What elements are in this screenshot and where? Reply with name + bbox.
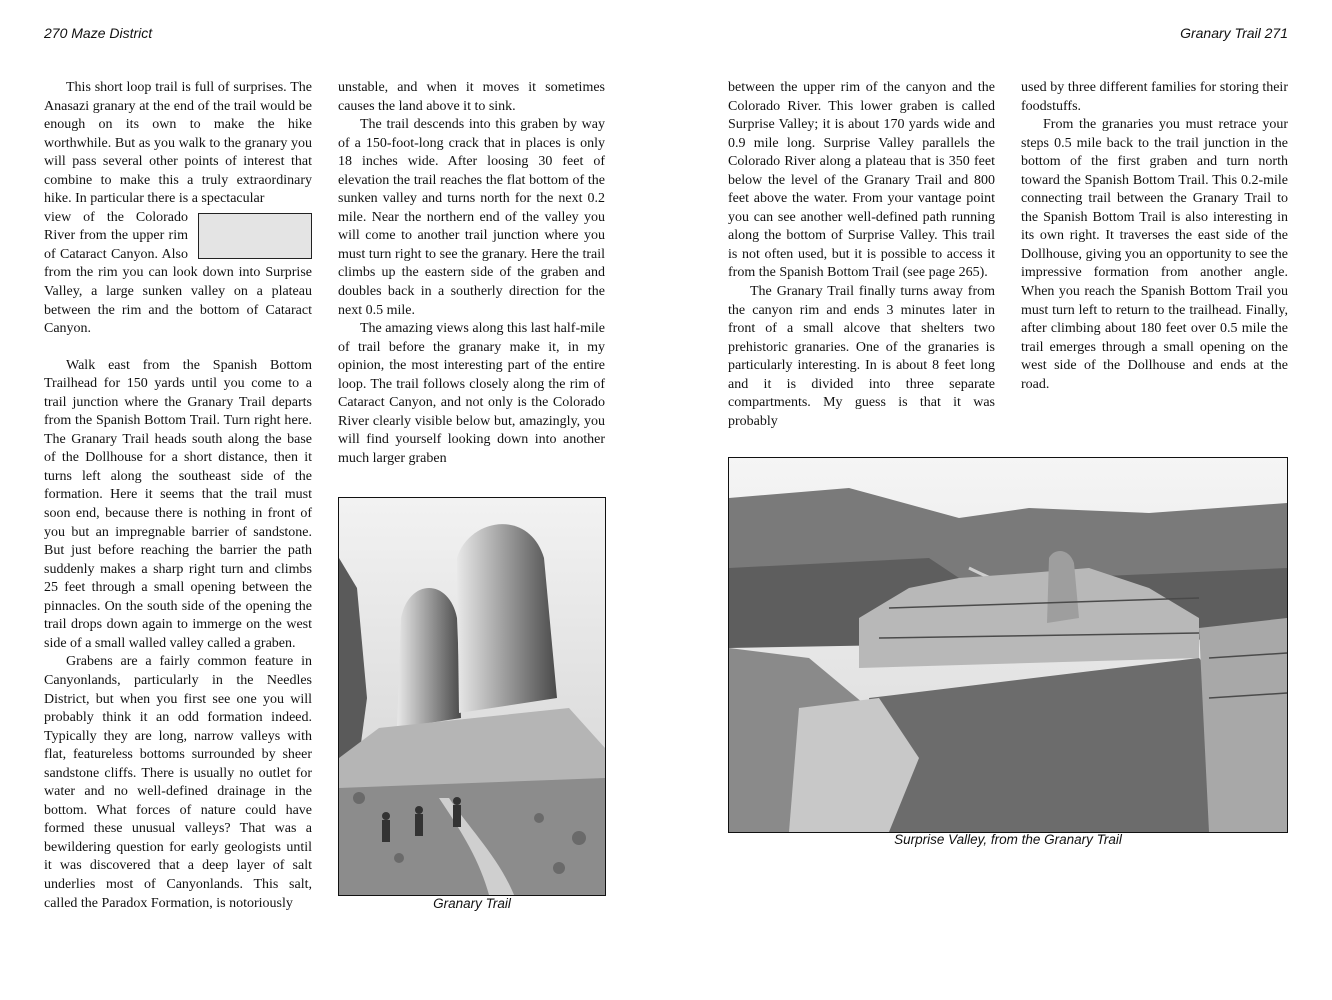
photo-surprise-valley bbox=[728, 457, 1288, 833]
photo-surprise-valley-caption: Surprise Valley, from the Granary Trail bbox=[894, 832, 1122, 847]
photo-granary-trail-illustration bbox=[339, 498, 605, 895]
paragraph-unstable: unstable, and when it moves it sometimes causes the land above it to sink. bbox=[338, 80, 605, 114]
right-page-column-1 bbox=[728, 79, 995, 431]
map-placeholder-box bbox=[198, 213, 312, 259]
paragraph-intro-b: view of the Colorado River from the upper rim of Cataract Canyon. Also from the rim you can look down into Surprise Valley, a large sunken valley on a plateau between the rim and the bottom of Cataract Canyon. bbox=[44, 209, 312, 337]
paragraph-intro-a: This short loop trail is full of surprises. The Anasazi granary at the end of the trail would be enough on its own to make the hike worthwhile. But as you walk to the granary you will pass several other points of interest that combine to make this a truly extraordinary hike. In particular there is a spectacular bbox=[44, 80, 312, 207]
right-page-column-2 bbox=[1021, 79, 1288, 394]
paragraph-foodstuffs: used by three different families for storing their foodstuffs. bbox=[1021, 80, 1288, 114]
right-page-running-header: Granary Trail 271 bbox=[1180, 25, 1288, 41]
paragraph-descent: The trail descends into this graben by way of a 150-foot-long crack that in places is only 18 inches wide. After loosing 30 feet of elevation the trail reaches the flat bottom of the sunken valley and turns north for the next 0.2 mile. Near the northern end of the valley you will come to another trail junction where you must turn right to see the granary. Here the trail climbs up the eastern side of the graben and doubles back in a southerly direction for the next 0.5 mile. bbox=[338, 117, 605, 318]
left-page-column-2 bbox=[338, 79, 605, 468]
left-page-running-header: 270 Maze District bbox=[44, 25, 153, 41]
paragraph-directions: Walk east from the Spanish Bottom Trailhead for 150 yards until you come to a trail junction where the Granary Trail departs from the Spanish Bottom Trail. Turn right here. The Granary Trail heads south along the base of the Dollhouse for a short distance, then it turns left along the southeast side of the formation. Here it seems that the trail must soon end, because there is nothing in front of you but an impregnable barrier of sandstone. But just before reaching the barrier the path suddenly makes a sharp right turn and climbs 25 feet through a small opening between the pinnacles. On the south side of the opening the trail drops down again to immerge on the west side of a small walled valley called a graben. bbox=[44, 357, 312, 651]
left-page-column-1 bbox=[44, 79, 312, 913]
paragraph-views: The amazing views along this last half-mile of trail before the granary make it, in my opinion, the most interesting part of the entire loop. The trail follows closely along the rim of Cataract Canyon, and not only is the Colorado River clearly visible below but, amazingly, you will find yourself looking down into another much larger graben bbox=[338, 321, 605, 466]
paragraph-grabens: Grabens are a fairly common feature in Canyonlands, particularly in the Needles District, but when you first see one you will probably think it an odd formation indeed. Typically they are long, narrow valleys with flat, featureless bottoms surrounded by sheer sandstone cliffs. There is usually no outlet for water and no well-defined drainage in the bottom. What forces of nature could have formed these unusual valleys? That was a bewildering question for early geologists until it was discovered that a deep layer of salt underlies most of Canyonlands. This salt, called the Paradox Formation, is notoriously bbox=[44, 654, 312, 911]
paragraph-granaries: The Granary Trail finally turns away from the canyon rim and ends 3 minutes later in front of a small alcove that shelters two prehistoric granaries. One of the granaries is particularly interesting. In is about 8 feet long and it is divided into three separate compartments. My guess is that it was probably bbox=[728, 284, 995, 429]
photo-granary-trail-caption: Granary Trail bbox=[433, 896, 511, 911]
paragraph-return: From the granaries you must retrace your steps 0.5 mile back to the trail junction in the bottom of the first graben and turn north toward the Spanish Bottom Trail. This 0.2-mile connecting trail between the Granary Trail to the Spanish Bottom Trail is also interesting in its own right. It traverses the east side of the Dollhouse, giving you an opportunity to see the impressive formation from another angle. When you reach the Spanish Bottom Trail you must turn left to return to the trailhead. Finally, after climbing about 180 feet over 0.5 mile the trail emerges through a small opening on the west side of the Dollhouse and ends at the road. bbox=[1021, 117, 1288, 392]
photo-surprise-valley-illustration bbox=[729, 458, 1287, 832]
paragraph-surprise-valley: between the upper rim of the canyon and the Colorado River. This lower graben is called Surprise Valley; it is about 170 yards wide and 0.9 mile long. Surprise Valley parallels the Colorado River along a plateau that is 350 feet below the level of the Granary Trail and 800 feet above the water. From your vantage point you can see another well-defined path running along the bottom of Surprise Valley. This trail is not often used, but it is possible to access it from the Spanish Bottom Trail (see page 265). bbox=[728, 80, 995, 281]
photo-granary-trail bbox=[338, 497, 606, 896]
